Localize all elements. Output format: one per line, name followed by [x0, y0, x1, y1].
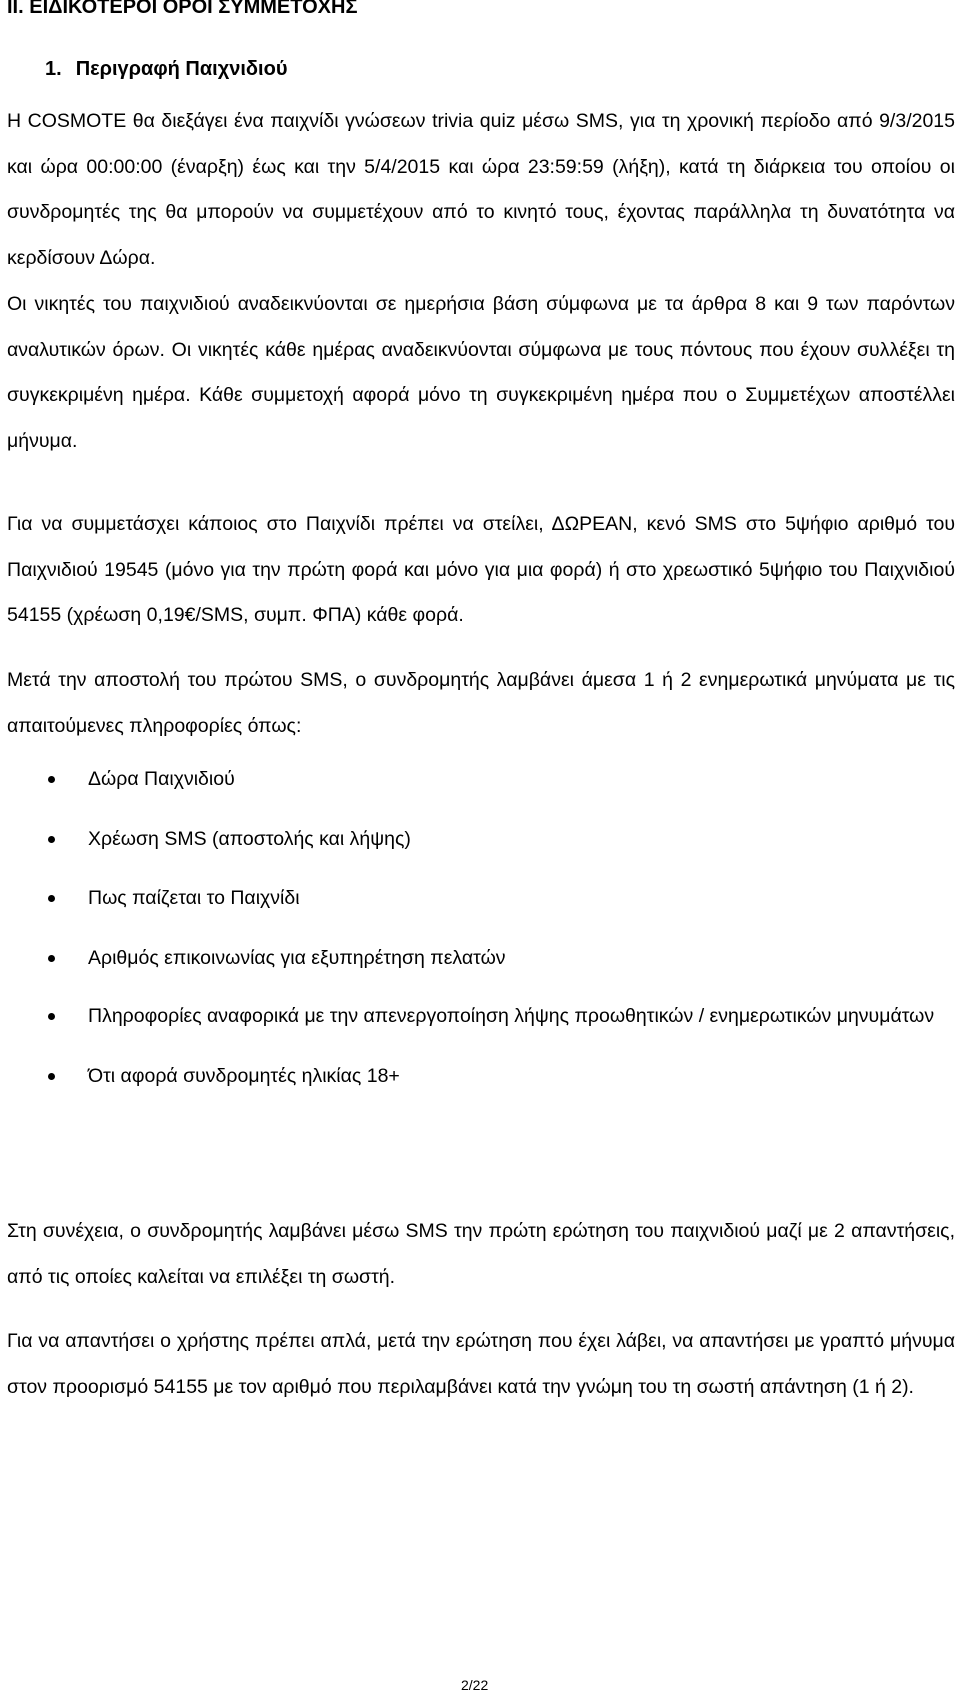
- paragraph-winners: Οι νικητές του παιχνιδιού αναδεικνύονται σε ημερήσια βάση σύμφωνα με τα άρθρα 8 και 9 των παρόντων αναλυτικών όρων. Οι νικητές κάθε ημέρας αναδεικνύονται σύμφωνα με τους πόντους που έχουν συλλέξει τη συγκεκριμένη ημέρα. Κάθε συμμετοχή αφορά μόνο τη συγκεκριμένη ημέρα που ο Συμμετέχων αποστέλλει μήνυμα.: [7, 293, 955, 452]
- page-number: 2/22: [461, 1677, 489, 1693]
- info-list: [7, 757, 955, 1099]
- subsection-title: Περιγραφή Παιχνιδιού: [75, 58, 288, 80]
- list-item: Πληροφορίες αναφορικά με την απενεργοποίηση λήψης προωθητικών / ενημερωτικών μηνυμάτων: [7, 994, 955, 1040]
- paragraph-participation: Για να συμμετάσχει κάποιος στο Παιχνίδι πρέπει να στείλει, ΔΩΡΕΑΝ, κενό SMS στο 5ψήφιο αριθμό του Παιχνιδιού 19545 (μόνο για την πρώτη φορά και μόνο για μια φορά) ή στο χρεωστικό 5ψήφιο του Παιχνιδιού 54155 (χρέωση 0,19€/SMS, συμπ. ΦΠΑ) κάθε φορά.: [7, 513, 955, 626]
- bullet-icon: [48, 955, 55, 962]
- bullet-icon: [48, 895, 55, 902]
- list-item: Δώρα Παιχνιδιού: [7, 757, 955, 803]
- section-title: II. ΕΙΔΙΚΟΤΕΡΟΙ ΟΡΟΙ ΣΥΜΜΕΤΟΧΗΣ: [7, 0, 358, 18]
- bullet-icon: [48, 776, 55, 783]
- list-item: Χρέωση SMS (αποστολής και λήψης): [7, 817, 955, 863]
- paragraph-first-question: Στη συνέχεια, ο συνδρομητής λαμβάνει μέσω SMS την πρώτη ερώτηση του παιχνιδιού μαζί με 2 απαντήσεις, από τις οποίες καλείται να επιλέξει τη σωστή.: [7, 1220, 955, 1288]
- list-item: Αριθμός επικοινωνίας για εξυπηρέτηση πελατών: [7, 936, 955, 982]
- list-item: Ότι αφορά συνδρομητές ηλικίας 18+: [7, 1054, 955, 1100]
- subsection-number: 1.: [45, 58, 62, 80]
- bullet-icon: [48, 1013, 55, 1020]
- list-item: Πως παίζεται το Παιχνίδι: [7, 876, 955, 922]
- subsection-heading: [45, 56, 287, 82]
- paragraph-how-to-answer: Για να απαντήσει ο χρήστης πρέπει απλά, μετά την ερώτηση που έχει λάβει, να απαντήσει με γραπτό μήνυμα στον προορισμό 54155 με τον αριθμό που περιλαμβάνει κατά την γνώμη του τη σωστή απάντηση (1 ή 2).: [7, 1330, 955, 1398]
- paragraph-intro: Η COSMOTE θα διεξάγει ένα παιχνίδι γνώσεων trivia quiz μέσω SMS, για τη χρονική περίοδο από 9/3/2015 και ώρα 00:00:00 (έναρξη) έως και την 5/4/2015 και ώρα 23:59:59 (λήξη), κατά τη διάρκεια του οποίου οι συνδρομητές της θα μπορούν να συμμετέχουν από το κινητό τους, έχοντας παράλληλα τη δυνατότητα να κερδίσουν Δώρα.: [7, 110, 955, 269]
- bullet-icon: [48, 836, 55, 843]
- bullet-icon: [48, 1073, 55, 1080]
- paragraph-after-first-sms: Μετά την αποστολή του πρώτου SMS, ο συνδρομητής λαμβάνει άμεσα 1 ή 2 ενημερωτικά μηνύματα με τις απαιτούμενες πληροφορίες όπως:: [7, 669, 955, 737]
